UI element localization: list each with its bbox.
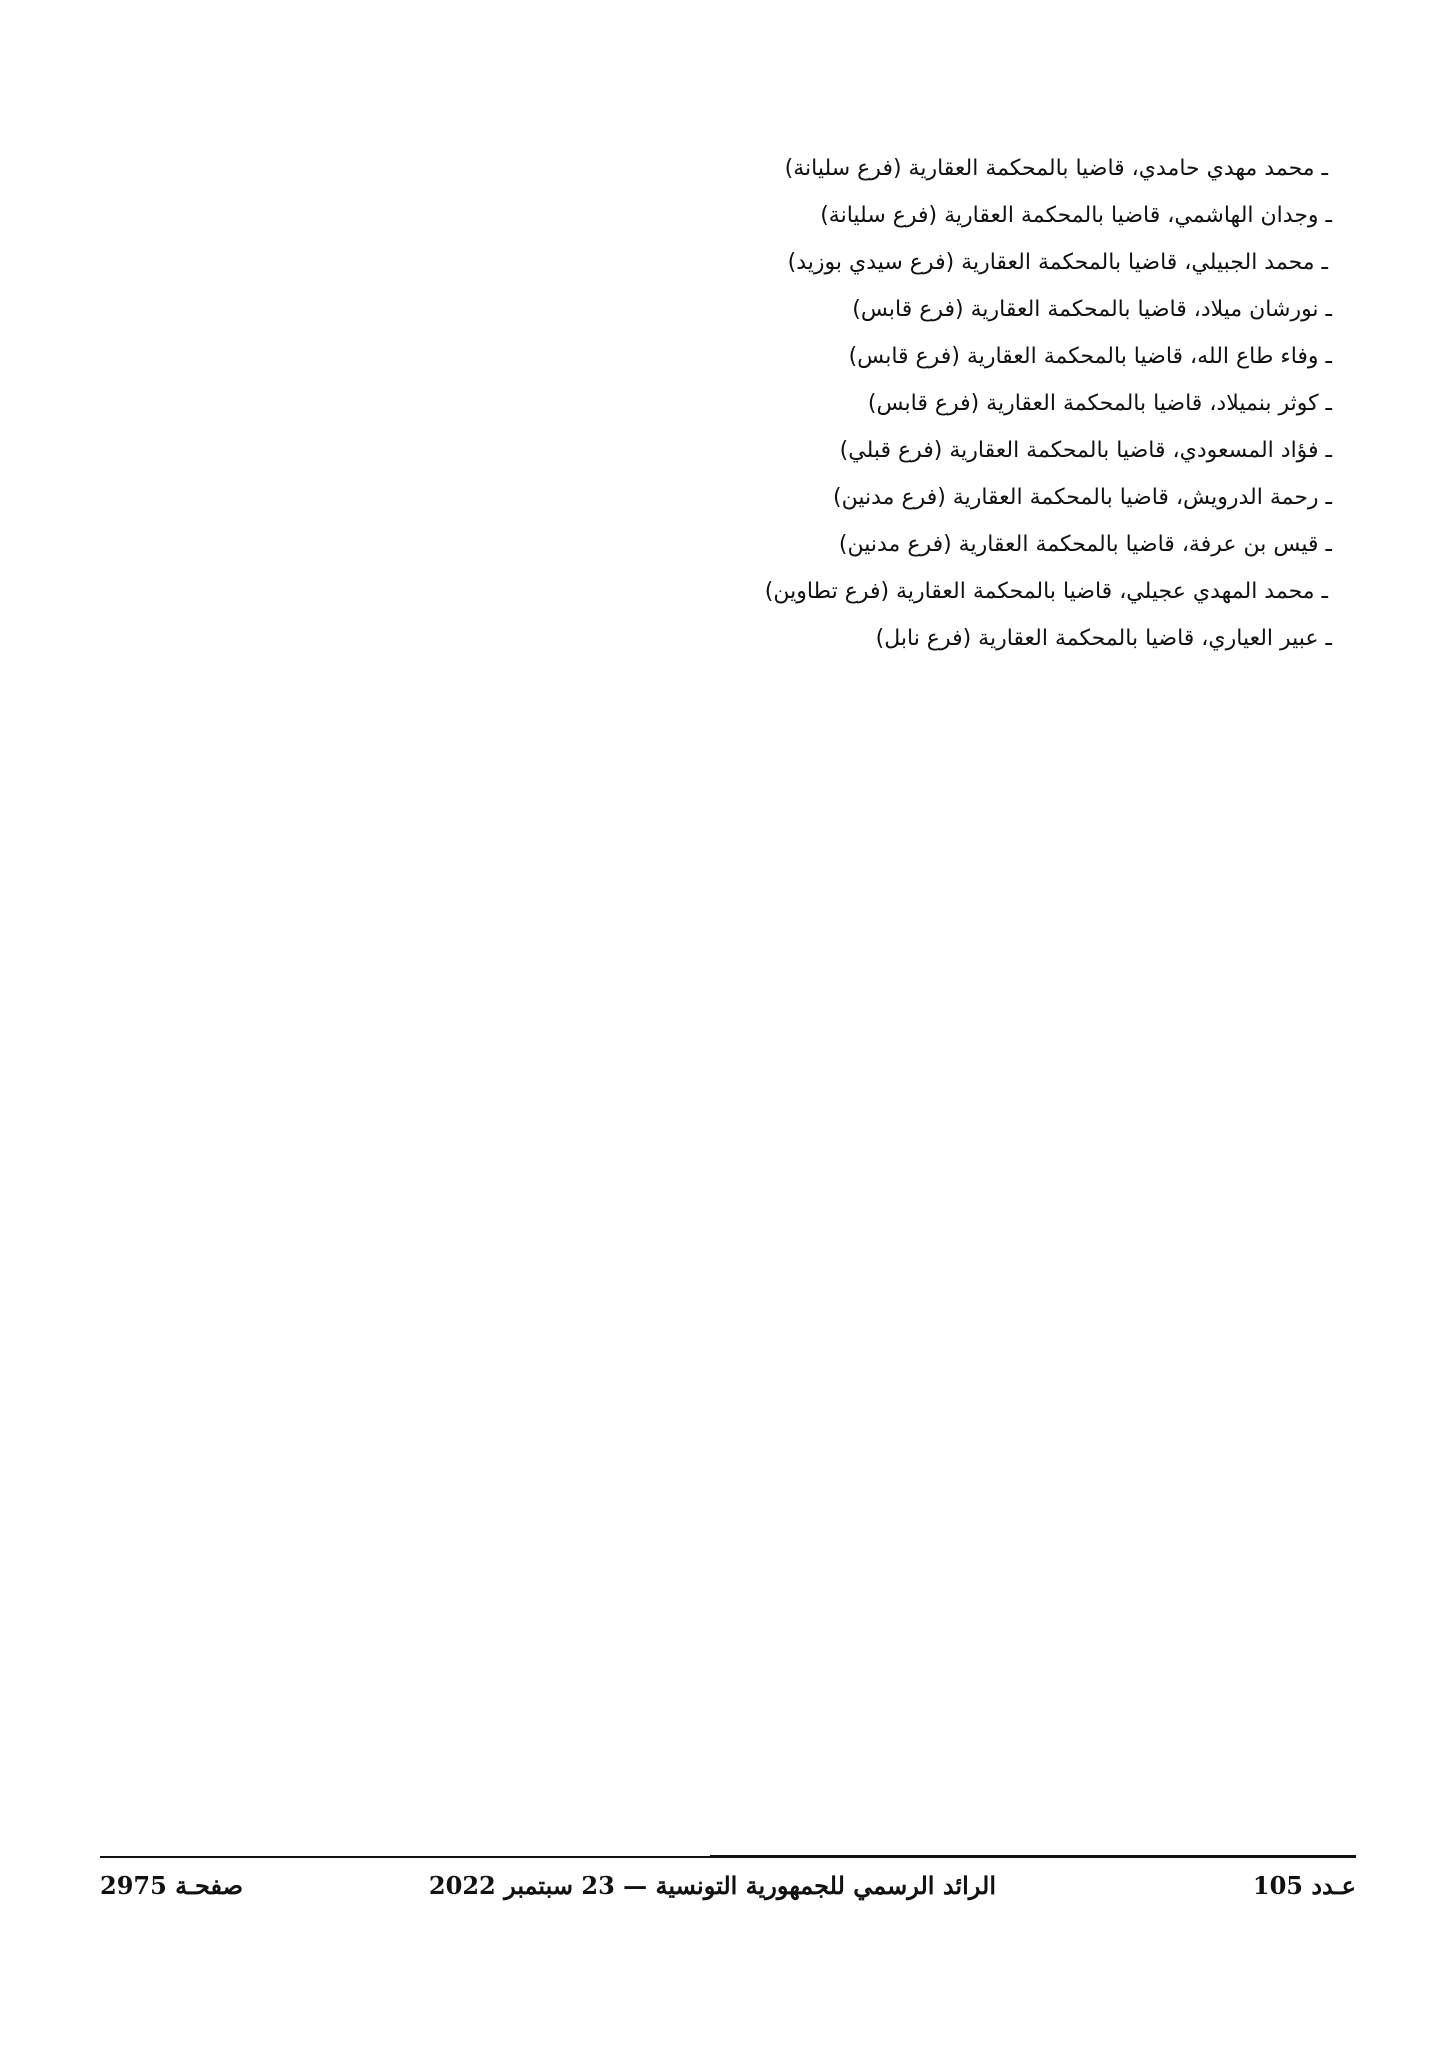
list-item: ـ محمد مهدي حامدي، قاضيا بالمحكمة العقارية (فرع سليانة) (784, 156, 1328, 181)
footer-divider-accent (710, 1855, 1356, 1858)
list-item: ـ نورشان ميلاد، قاضيا بالمحكمة العقارية (فرع قابس) (852, 297, 1332, 322)
list-item: ـ رحمة الدرويش، قاضيا بالمحكمة العقارية (فرع مدنين) (833, 485, 1332, 510)
publication-date: الرائد الرسمي للجمهورية التونسية — 23 سبتمبر 2022 (428, 1871, 996, 1900)
list-item: ـ فؤاد المسعودي، قاضيا بالمحكمة العقارية (فرع قبلي) (839, 438, 1332, 463)
list-item: ـ عبير العياري، قاضيا بالمحكمة العقارية (فرع نابل) (875, 626, 1332, 651)
list-item: ـ قيس بن عرفة، قاضيا بالمحكمة العقارية (فرع مدنين) (838, 532, 1332, 557)
list-item: ـ وفاء طاع الله، قاضيا بالمحكمة العقارية (فرع قابس) (848, 344, 1332, 369)
issue-number: عـدد 105 (1252, 1871, 1356, 1900)
list-item: ـ محمد الجبيلي، قاضيا بالمحكمة العقارية (فرع سيدي بوزيد) (787, 250, 1328, 275)
list-item: ـ كوثر بنميلاد، قاضيا بالمحكمة العقارية (فرع قابس) (867, 391, 1332, 416)
list-item: ـ وجدان الهاشمي، قاضيا بالمحكمة العقارية (فرع سليانة) (820, 203, 1332, 228)
page-number: صفحـة 2975 (100, 1871, 244, 1900)
page-footer (100, 1866, 1356, 1906)
appointments-list (748, 148, 1356, 665)
list-item: ـ محمد المهدي عجيلي، قاضيا بالمحكمة العقارية (فرع تطاوين) (764, 579, 1328, 604)
